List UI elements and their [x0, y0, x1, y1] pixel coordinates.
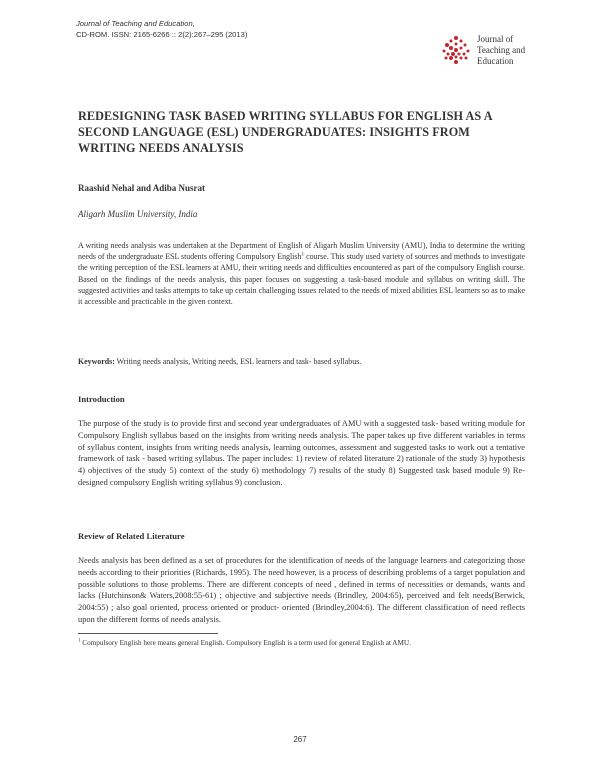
- abstract-text-1: A writing needs analysis was undertaken at the Department of English of Aligarh Muslim University (AMU), India to determine the writing needs of the undergraduate ESL students offering Compulsory English: [78, 241, 525, 262]
- logo-dot: [454, 60, 458, 64]
- logo-dot: [454, 48, 458, 52]
- logo-dot: [455, 56, 458, 59]
- logo-dot: [443, 50, 446, 53]
- introduction-paragraph: The purpose of the study is to provide first and second year undergraduates of AMU with a suggested task- based writing module for Compulsory English syllabus based on the insights from writing needs analysis. The paper takes up five different variables in terms of syllabus content, insights from writing needs analysis, learning outcomes, assessment and suggested tasks to work out a tentative framework of task - based writing syllabus. The paper includes: 1) review of related literature 2) rationale of the study 3) hypothesis 4) objectives of the study 5) context of the study 6) methodology 7) results of the study 8) Suggested task based module 9) Re-designed compulsory English writing syllabus 9) conclusion.: [78, 419, 525, 487]
- logo-dot: [460, 40, 463, 43]
- abstract-text-2: course. This study used variety of sources and methods to investigate the writing perception of the ESL learners at AMU, their writing needs and difficulties encountered as part of the compulsory English course. Based on the findings of the needs analysis, this paper focuses on suggesting a task-based module and syllabus on writing skill. The suggested activities and tasks attempts to take up certain challenging issues related to the needs of mixed abilities ESL learners so as to make it accessible and practicable in the given context.: [78, 252, 525, 307]
- journal-logo-text: [477, 34, 525, 67]
- logo-line-3: Education: [477, 56, 514, 66]
- author-affiliation: Aligarh Muslim University, India: [78, 209, 198, 219]
- logo-dot: [460, 57, 463, 60]
- journal-logo-icon: [440, 35, 472, 67]
- logo-dot: [450, 40, 453, 43]
- abstract: [78, 240, 525, 307]
- section-heading-review: Review of Related Literature: [78, 531, 185, 541]
- logo-dot: [449, 56, 453, 60]
- journal-logo: [440, 33, 560, 73]
- paper-authors: Raashid Nehal and Adiba Nusrat: [78, 183, 206, 193]
- logo-dot: [447, 53, 450, 56]
- logo-dot: [465, 57, 468, 60]
- logo-line-2: Teaching and: [477, 45, 526, 55]
- logo-dot: [464, 44, 467, 47]
- journal-citation: [76, 18, 247, 40]
- logo-dot: [460, 47, 463, 50]
- logo-dot: [454, 36, 458, 40]
- section-heading-introduction: Introduction: [78, 394, 125, 404]
- footnote-marker[interactable]: 1: [301, 251, 305, 258]
- logo-dot: [467, 50, 470, 53]
- footnote: [78, 639, 525, 647]
- keywords-label: Keywords:: [78, 357, 115, 366]
- logo-dot: [445, 43, 449, 47]
- logo-dot: [455, 43, 458, 46]
- logo-dot: [451, 52, 455, 56]
- logo-dot: [449, 46, 453, 50]
- logo-dot: [463, 53, 466, 56]
- footnote-divider: [78, 633, 218, 634]
- logo-dot: [445, 57, 448, 60]
- issn-line: CD-ROM. ISSN: 2165-6266 :: 2(2):267–295 (2013): [76, 30, 248, 39]
- paper-title: REDESIGNING TASK BASED WRITING SYLLABUS FOR ENGLISH AS A SECOND LANGUAGE (ESL) UNDERGRADUATES: INSIGHTS FROM WRITING NEEDS ANALYSIS: [78, 109, 493, 155]
- keywords-text: Writing needs analysis, Writing needs, ESL learners and task- based syllabus.: [114, 357, 362, 366]
- review-paragraph: Needs analysis has been defined as a set of procedures for the identification of needs of the language learners and categorizing those needs according to their priorities (Richards, 1995). The need however, is a process of describing problems of a target population and possible solutions to those problems. There are different concepts of need , defined in terms of necessities or demands, wants and lacks (Hutchinson& Waters,2008:55-61) ; objective and subjective needs (Brindley, 2004:65), perceived and felt needs(Berwick, 2004:55) ; also goal oriented, process oriented or product- oriented (Brindley,2004:6). The different classification of need reflects upon the different forms of needs analysis.: [78, 556, 525, 624]
- page-number: 267: [293, 735, 307, 744]
- logo-dot: [458, 53, 461, 56]
- footnote-text: Compulsory English here means general English. Compulsory English is a term used for general English at AMU.: [80, 639, 411, 647]
- journal-name: Journal of Teaching and Education,: [76, 19, 195, 28]
- footnote-number: 1: [78, 638, 81, 644]
- keywords: [78, 357, 525, 366]
- logo-line-1: Journal of: [477, 34, 514, 44]
